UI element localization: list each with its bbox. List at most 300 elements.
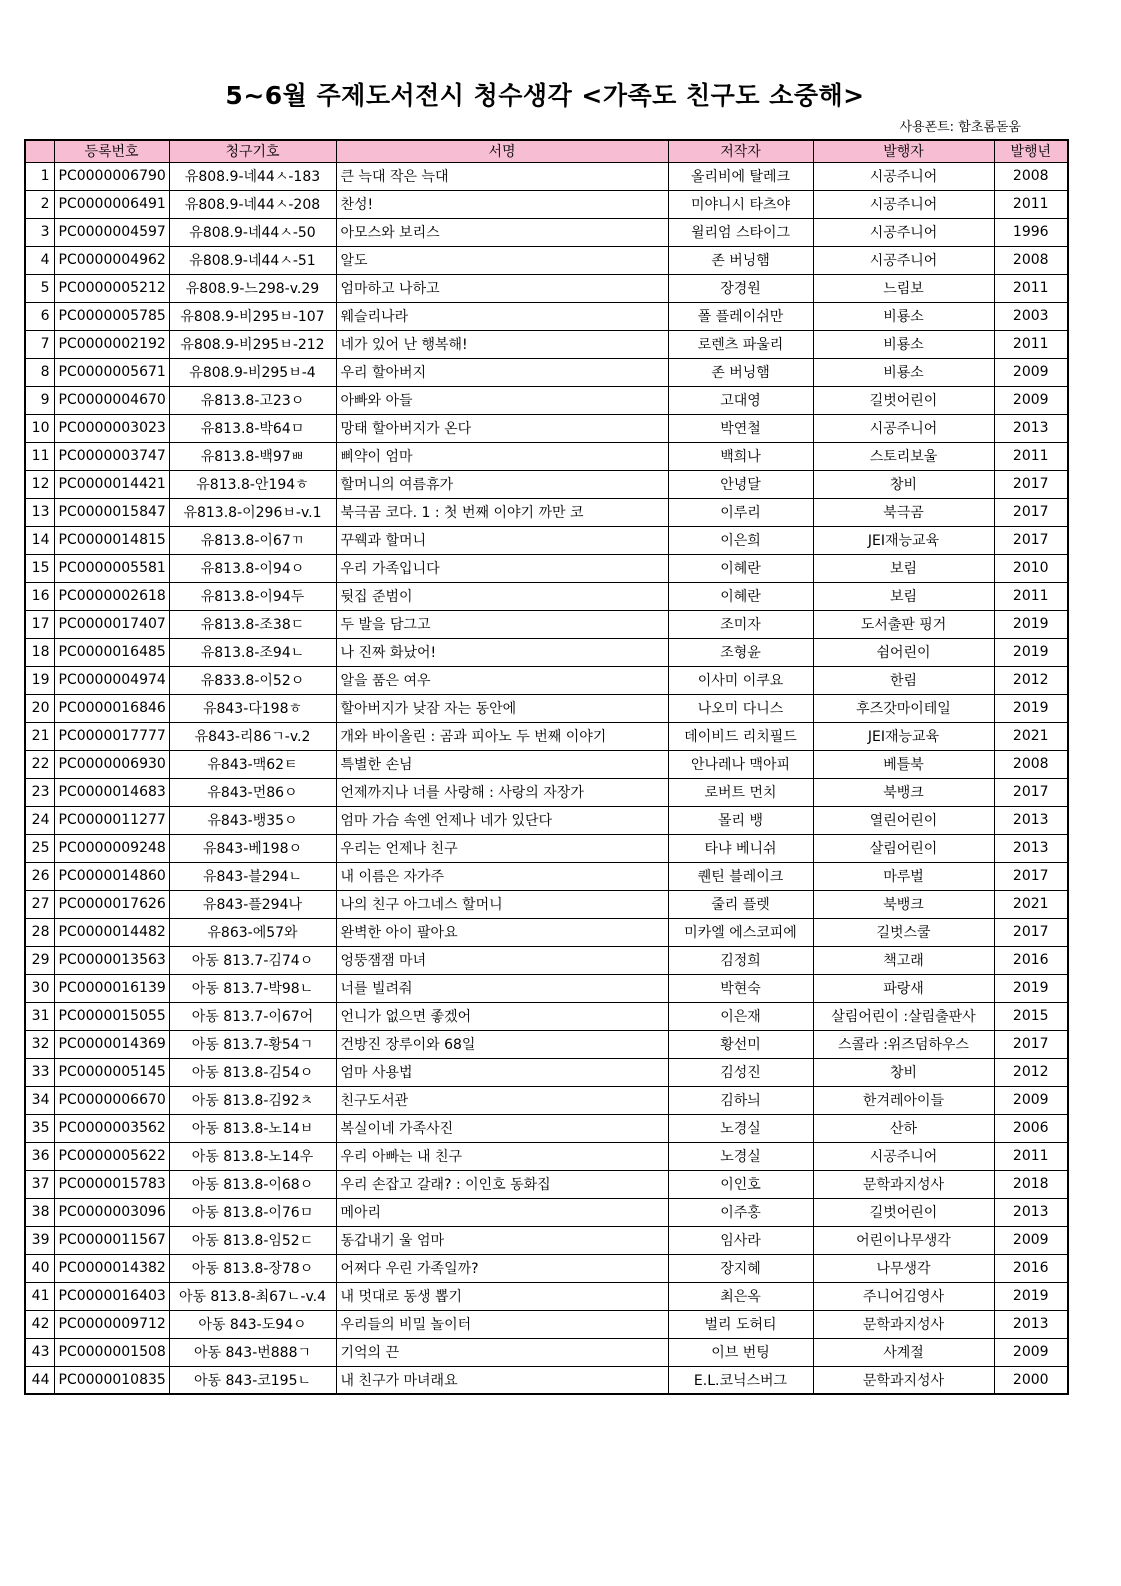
cell-year: 2011 bbox=[994, 442, 1068, 470]
cell-year: 2019 bbox=[994, 638, 1068, 666]
table-row bbox=[25, 1282, 1068, 1310]
cell-publisher: 시공주니어 bbox=[813, 162, 994, 190]
cell-author: 김정희 bbox=[668, 946, 813, 974]
cell-year: 2013 bbox=[994, 806, 1068, 834]
cell-call-number: 유843-플294나 bbox=[169, 890, 336, 918]
cell-registration-number: PC0000016485 bbox=[54, 638, 169, 666]
cell-title: 엄마 사용법 bbox=[336, 1058, 668, 1086]
cell-index: 13 bbox=[25, 498, 54, 526]
cell-index: 8 bbox=[25, 358, 54, 386]
cell-author: 이인호 bbox=[668, 1170, 813, 1198]
cell-call-number: 아동 813.8-장78ㅇ bbox=[169, 1254, 336, 1282]
cell-call-number: 아동 843-도94ㅇ bbox=[169, 1310, 336, 1338]
cell-year: 2011 bbox=[994, 1142, 1068, 1170]
cell-author: 이루리 bbox=[668, 498, 813, 526]
table-row bbox=[25, 442, 1068, 470]
cell-call-number: 아동 843-코195ㄴ bbox=[169, 1366, 336, 1394]
table-row bbox=[25, 246, 1068, 274]
cell-index: 42 bbox=[25, 1310, 54, 1338]
cell-index: 39 bbox=[25, 1226, 54, 1254]
cell-title: 찬성! bbox=[336, 190, 668, 218]
cell-publisher: 책고래 bbox=[813, 946, 994, 974]
cell-registration-number: PC0000002618 bbox=[54, 582, 169, 610]
cell-registration-number: PC0000014421 bbox=[54, 470, 169, 498]
cell-publisher: 후즈갓마이테일 bbox=[813, 694, 994, 722]
cell-registration-number: PC0000003023 bbox=[54, 414, 169, 442]
table-row bbox=[25, 918, 1068, 946]
cell-title: 엄마하고 나하고 bbox=[336, 274, 668, 302]
cell-publisher: 나무생각 bbox=[813, 1254, 994, 1282]
header-index bbox=[25, 140, 54, 162]
cell-registration-number: PC0000014815 bbox=[54, 526, 169, 554]
cell-index: 41 bbox=[25, 1282, 54, 1310]
cell-year: 2017 bbox=[994, 862, 1068, 890]
cell-publisher: 북극곰 bbox=[813, 498, 994, 526]
cell-publisher: 문학과지성사 bbox=[813, 1310, 994, 1338]
cell-index: 43 bbox=[25, 1338, 54, 1366]
cell-year: 2009 bbox=[994, 358, 1068, 386]
cell-title: 나의 친구 아그네스 할머니 bbox=[336, 890, 668, 918]
table-header-row bbox=[25, 140, 1068, 162]
cell-registration-number: PC0000014482 bbox=[54, 918, 169, 946]
cell-registration-number: PC0000016403 bbox=[54, 1282, 169, 1310]
cell-title: 웨슬리나라 bbox=[336, 302, 668, 330]
cell-author: 이주홍 bbox=[668, 1198, 813, 1226]
table-row bbox=[25, 974, 1068, 1002]
cell-year: 2017 bbox=[994, 1030, 1068, 1058]
cell-call-number: 아동 813.7-황54ㄱ bbox=[169, 1030, 336, 1058]
cell-call-number: 유808.9-느298-v.29 bbox=[169, 274, 336, 302]
cell-call-number: 유808.9-네44ㅅ-183 bbox=[169, 162, 336, 190]
cell-year: 2011 bbox=[994, 274, 1068, 302]
cell-index: 12 bbox=[25, 470, 54, 498]
cell-title: 엉뚱잼잼 마녀 bbox=[336, 946, 668, 974]
cell-author: 김하늬 bbox=[668, 1086, 813, 1114]
cell-registration-number: PC0000015055 bbox=[54, 1002, 169, 1030]
cell-publisher: 비룡소 bbox=[813, 358, 994, 386]
cell-registration-number: PC0000017626 bbox=[54, 890, 169, 918]
cell-registration-number: PC0000006491 bbox=[54, 190, 169, 218]
cell-call-number: 유843-맥62ㅌ bbox=[169, 750, 336, 778]
cell-year: 2015 bbox=[994, 1002, 1068, 1030]
cell-publisher: 시공주니어 bbox=[813, 246, 994, 274]
cell-year: 2016 bbox=[994, 946, 1068, 974]
cell-title: 뒷집 준범이 bbox=[336, 582, 668, 610]
cell-title: 아빠와 아들 bbox=[336, 386, 668, 414]
cell-year: 2011 bbox=[994, 330, 1068, 358]
cell-title: 두 발을 담그고 bbox=[336, 610, 668, 638]
cell-registration-number: PC0000017777 bbox=[54, 722, 169, 750]
cell-author: 조미자 bbox=[668, 610, 813, 638]
cell-call-number: 유813.8-이94ㅇ bbox=[169, 554, 336, 582]
cell-year: 2019 bbox=[994, 974, 1068, 1002]
cell-index: 5 bbox=[25, 274, 54, 302]
cell-author: 김성진 bbox=[668, 1058, 813, 1086]
cell-call-number: 아동 813.8-임52ㄷ bbox=[169, 1226, 336, 1254]
cell-call-number: 아동 813.8-최67ㄴ-v.4 bbox=[169, 1282, 336, 1310]
cell-year: 2011 bbox=[994, 582, 1068, 610]
cell-call-number: 유813.8-이94두 bbox=[169, 582, 336, 610]
cell-author: 데이비드 리치필드 bbox=[668, 722, 813, 750]
cell-index: 28 bbox=[25, 918, 54, 946]
cell-index: 34 bbox=[25, 1086, 54, 1114]
table-row bbox=[25, 806, 1068, 834]
cell-registration-number: PC0000009712 bbox=[54, 1310, 169, 1338]
cell-registration-number: PC0000005145 bbox=[54, 1058, 169, 1086]
cell-index: 36 bbox=[25, 1142, 54, 1170]
cell-author: 미카엘 에스코피에 bbox=[668, 918, 813, 946]
cell-publisher: 열린어린이 bbox=[813, 806, 994, 834]
cell-index: 15 bbox=[25, 554, 54, 582]
cell-registration-number: PC0000013563 bbox=[54, 946, 169, 974]
cell-title: 꾸웩과 할머니 bbox=[336, 526, 668, 554]
cell-index: 21 bbox=[25, 722, 54, 750]
cell-author: 윌리엄 스타이그 bbox=[668, 218, 813, 246]
cell-call-number: 유813.8-백97ㅃ bbox=[169, 442, 336, 470]
cell-registration-number: PC0000004962 bbox=[54, 246, 169, 274]
cell-title: 복실이네 가족사진 bbox=[336, 1114, 668, 1142]
cell-publisher: 주니어김영사 bbox=[813, 1282, 994, 1310]
cell-author: 최은옥 bbox=[668, 1282, 813, 1310]
cell-index: 18 bbox=[25, 638, 54, 666]
cell-call-number: 유808.9-비295ㅂ-4 bbox=[169, 358, 336, 386]
cell-publisher: 도서출판 핑거 bbox=[813, 610, 994, 638]
cell-index: 30 bbox=[25, 974, 54, 1002]
cell-call-number: 유808.9-네44ㅅ-50 bbox=[169, 218, 336, 246]
cell-registration-number: PC0000002192 bbox=[54, 330, 169, 358]
font-note: 사용폰트: 함초롬돋움 bbox=[899, 120, 1021, 135]
cell-call-number: 유808.9-네44ㅅ-51 bbox=[169, 246, 336, 274]
cell-author: 임사라 bbox=[668, 1226, 813, 1254]
table-row bbox=[25, 386, 1068, 414]
cell-publisher: 쉼어린이 bbox=[813, 638, 994, 666]
cell-registration-number: PC0000004974 bbox=[54, 666, 169, 694]
cell-registration-number: PC0000015847 bbox=[54, 498, 169, 526]
table-row bbox=[25, 1254, 1068, 1282]
table-row bbox=[25, 302, 1068, 330]
cell-publisher: 길벗스쿨 bbox=[813, 918, 994, 946]
cell-index: 9 bbox=[25, 386, 54, 414]
cell-call-number: 유843-리86ㄱ-v.2 bbox=[169, 722, 336, 750]
cell-publisher: 스콜라 :위즈덤하우스 bbox=[813, 1030, 994, 1058]
cell-publisher: 창비 bbox=[813, 1058, 994, 1086]
cell-title: 우리 가족입니다 bbox=[336, 554, 668, 582]
table-row bbox=[25, 834, 1068, 862]
cell-publisher: 살림어린이 :살림출판사 bbox=[813, 1002, 994, 1030]
cell-registration-number: PC0000003562 bbox=[54, 1114, 169, 1142]
cell-index: 7 bbox=[25, 330, 54, 358]
cell-registration-number: PC0000010835 bbox=[54, 1366, 169, 1394]
cell-year: 2017 bbox=[994, 470, 1068, 498]
table-row bbox=[25, 190, 1068, 218]
cell-author: 존 버닝햄 bbox=[668, 246, 813, 274]
cell-registration-number: PC0000001508 bbox=[54, 1338, 169, 1366]
cell-call-number: 유813.8-고23ㅇ bbox=[169, 386, 336, 414]
cell-author: 이혜란 bbox=[668, 554, 813, 582]
cell-call-number: 아동 813.8-김54ㅇ bbox=[169, 1058, 336, 1086]
cell-year: 2018 bbox=[994, 1170, 1068, 1198]
cell-author: 이사미 이쿠요 bbox=[668, 666, 813, 694]
table-row bbox=[25, 274, 1068, 302]
cell-title: 우리 아빠는 내 친구 bbox=[336, 1142, 668, 1170]
book-list-table bbox=[24, 139, 1069, 1395]
cell-publisher: 보림 bbox=[813, 554, 994, 582]
cell-title: 기억의 끈 bbox=[336, 1338, 668, 1366]
cell-author: 줄리 플렛 bbox=[668, 890, 813, 918]
cell-publisher: 살림어린이 bbox=[813, 834, 994, 862]
table-row bbox=[25, 1002, 1068, 1030]
cell-year: 2011 bbox=[994, 190, 1068, 218]
cell-index: 23 bbox=[25, 778, 54, 806]
cell-title: 메아리 bbox=[336, 1198, 668, 1226]
cell-year: 2019 bbox=[994, 610, 1068, 638]
cell-author: 장경원 bbox=[668, 274, 813, 302]
cell-publisher: 비룡소 bbox=[813, 330, 994, 358]
table-row bbox=[25, 470, 1068, 498]
cell-publisher: JEI재능교육 bbox=[813, 526, 994, 554]
cell-index: 25 bbox=[25, 834, 54, 862]
cell-index: 22 bbox=[25, 750, 54, 778]
cell-author: 이은희 bbox=[668, 526, 813, 554]
cell-author: 올리비에 탈레크 bbox=[668, 162, 813, 190]
cell-registration-number: PC0000011567 bbox=[54, 1226, 169, 1254]
cell-title: 너를 빌려줘 bbox=[336, 974, 668, 1002]
cell-title: 우리 할아버지 bbox=[336, 358, 668, 386]
table-row bbox=[25, 162, 1068, 190]
table-row bbox=[25, 694, 1068, 722]
cell-call-number: 아동 813.7-박98ㄴ bbox=[169, 974, 336, 1002]
cell-registration-number: PC0000004670 bbox=[54, 386, 169, 414]
cell-author: 박현숙 bbox=[668, 974, 813, 1002]
cell-call-number: 유863-에57와 bbox=[169, 918, 336, 946]
cell-title: 삐약이 엄마 bbox=[336, 442, 668, 470]
cell-title: 우리는 언제나 친구 bbox=[336, 834, 668, 862]
cell-registration-number: PC0000009248 bbox=[54, 834, 169, 862]
cell-call-number: 유843-블294ㄴ bbox=[169, 862, 336, 890]
cell-registration-number: PC0000015783 bbox=[54, 1170, 169, 1198]
cell-author: 장지혜 bbox=[668, 1254, 813, 1282]
cell-year: 2021 bbox=[994, 722, 1068, 750]
cell-publisher: 파랑새 bbox=[813, 974, 994, 1002]
cell-author: 로버트 먼치 bbox=[668, 778, 813, 806]
cell-publisher: 산하 bbox=[813, 1114, 994, 1142]
cell-year: 2016 bbox=[994, 1254, 1068, 1282]
cell-index: 1 bbox=[25, 162, 54, 190]
cell-index: 10 bbox=[25, 414, 54, 442]
cell-index: 24 bbox=[25, 806, 54, 834]
cell-author: 이혜란 bbox=[668, 582, 813, 610]
table-row bbox=[25, 582, 1068, 610]
cell-publisher: 시공주니어 bbox=[813, 190, 994, 218]
header-publisher: 발행자 bbox=[813, 140, 994, 162]
cell-author: 백희나 bbox=[668, 442, 813, 470]
cell-year: 2013 bbox=[994, 834, 1068, 862]
table-row bbox=[25, 526, 1068, 554]
header-call-number: 청구기호 bbox=[169, 140, 336, 162]
cell-publisher: 어린이나무생각 bbox=[813, 1226, 994, 1254]
cell-title: 알도 bbox=[336, 246, 668, 274]
table-row bbox=[25, 1170, 1068, 1198]
table-row bbox=[25, 218, 1068, 246]
table-row bbox=[25, 946, 1068, 974]
cell-publisher: 창비 bbox=[813, 470, 994, 498]
cell-year: 2013 bbox=[994, 1198, 1068, 1226]
cell-publisher: 한겨레아이들 bbox=[813, 1086, 994, 1114]
cell-index: 19 bbox=[25, 666, 54, 694]
cell-title: 언제까지나 너를 사랑해 : 사랑의 자장가 bbox=[336, 778, 668, 806]
cell-year: 2003 bbox=[994, 302, 1068, 330]
table-row bbox=[25, 638, 1068, 666]
cell-call-number: 유843-먼86ㅇ bbox=[169, 778, 336, 806]
cell-year: 2013 bbox=[994, 414, 1068, 442]
table-row bbox=[25, 750, 1068, 778]
cell-publisher: 비룡소 bbox=[813, 302, 994, 330]
cell-publisher: 스토리보울 bbox=[813, 442, 994, 470]
cell-publisher: 문학과지성사 bbox=[813, 1366, 994, 1394]
cell-publisher: 북뱅크 bbox=[813, 778, 994, 806]
cell-title: 우리들의 비밀 놀이터 bbox=[336, 1310, 668, 1338]
cell-index: 11 bbox=[25, 442, 54, 470]
cell-year: 2019 bbox=[994, 1282, 1068, 1310]
cell-title: 친구도서관 bbox=[336, 1086, 668, 1114]
cell-call-number: 아동 813.7-김74ㅇ bbox=[169, 946, 336, 974]
cell-author: 노경실 bbox=[668, 1114, 813, 1142]
cell-index: 6 bbox=[25, 302, 54, 330]
cell-index: 14 bbox=[25, 526, 54, 554]
cell-registration-number: PC0000006790 bbox=[54, 162, 169, 190]
cell-title: 완벽한 아이 팔아요 bbox=[336, 918, 668, 946]
page-title: 5~6월 주제도서전시 청수생각 <가족도 친구도 소중해> bbox=[225, 81, 865, 110]
cell-year: 2009 bbox=[994, 1226, 1068, 1254]
cell-registration-number: PC0000014860 bbox=[54, 862, 169, 890]
cell-title: 어쩌다 우린 가족일까? bbox=[336, 1254, 668, 1282]
table-row bbox=[25, 1030, 1068, 1058]
cell-publisher: 마루벌 bbox=[813, 862, 994, 890]
table-row bbox=[25, 1086, 1068, 1114]
cell-registration-number: PC0000004597 bbox=[54, 218, 169, 246]
cell-publisher: 북뱅크 bbox=[813, 890, 994, 918]
table-row bbox=[25, 1142, 1068, 1170]
cell-registration-number: PC0000006670 bbox=[54, 1086, 169, 1114]
cell-publisher: 한림 bbox=[813, 666, 994, 694]
cell-registration-number: PC0000016846 bbox=[54, 694, 169, 722]
cell-call-number: 유813.8-조94ㄴ bbox=[169, 638, 336, 666]
cell-registration-number: PC0000005581 bbox=[54, 554, 169, 582]
cell-title: 우리 손잡고 갈래? : 이인호 동화집 bbox=[336, 1170, 668, 1198]
cell-author: 안나레나 맥아피 bbox=[668, 750, 813, 778]
table-row bbox=[25, 330, 1068, 358]
cell-index: 17 bbox=[25, 610, 54, 638]
cell-publisher: 시공주니어 bbox=[813, 1142, 994, 1170]
table-row bbox=[25, 414, 1068, 442]
cell-index: 4 bbox=[25, 246, 54, 274]
cell-title: 개와 바이올린 : 곰과 피아노 두 번째 이야기 bbox=[336, 722, 668, 750]
cell-registration-number: PC0000003096 bbox=[54, 1198, 169, 1226]
cell-index: 26 bbox=[25, 862, 54, 890]
cell-publisher: 사계절 bbox=[813, 1338, 994, 1366]
cell-title: 네가 있어 난 행복해! bbox=[336, 330, 668, 358]
cell-year: 2009 bbox=[994, 1338, 1068, 1366]
cell-call-number: 유808.9-네44ㅅ-208 bbox=[169, 190, 336, 218]
table-row bbox=[25, 610, 1068, 638]
cell-index: 2 bbox=[25, 190, 54, 218]
cell-registration-number: PC0000014683 bbox=[54, 778, 169, 806]
cell-publisher: 길벗어린이 bbox=[813, 1198, 994, 1226]
cell-publisher: JEI재능교육 bbox=[813, 722, 994, 750]
cell-index: 20 bbox=[25, 694, 54, 722]
cell-year: 2021 bbox=[994, 890, 1068, 918]
cell-publisher: 시공주니어 bbox=[813, 414, 994, 442]
cell-registration-number: PC0000014369 bbox=[54, 1030, 169, 1058]
cell-title: 북극곰 코다. 1 : 첫 번째 이야기 까만 코 bbox=[336, 498, 668, 526]
cell-title: 알을 품은 여우 bbox=[336, 666, 668, 694]
cell-index: 38 bbox=[25, 1198, 54, 1226]
cell-call-number: 유808.9-비295ㅂ-107 bbox=[169, 302, 336, 330]
cell-call-number: 아동 813.8-김92ㅊ bbox=[169, 1086, 336, 1114]
cell-registration-number: PC0000017407 bbox=[54, 610, 169, 638]
cell-registration-number: PC0000016139 bbox=[54, 974, 169, 1002]
cell-call-number: 유808.9-비295ㅂ-212 bbox=[169, 330, 336, 358]
cell-author: 벌리 도허티 bbox=[668, 1310, 813, 1338]
cell-author: 고대영 bbox=[668, 386, 813, 414]
cell-author: 조형윤 bbox=[668, 638, 813, 666]
table-row bbox=[25, 778, 1068, 806]
cell-author: 몰리 뱅 bbox=[668, 806, 813, 834]
cell-author: 이브 번팅 bbox=[668, 1338, 813, 1366]
cell-call-number: 아동 843-번888ㄱ bbox=[169, 1338, 336, 1366]
table-row bbox=[25, 1310, 1068, 1338]
table-row bbox=[25, 666, 1068, 694]
cell-index: 29 bbox=[25, 946, 54, 974]
cell-year: 2008 bbox=[994, 162, 1068, 190]
cell-registration-number: PC0000005212 bbox=[54, 274, 169, 302]
cell-call-number: 아동 813.8-이68ㅇ bbox=[169, 1170, 336, 1198]
cell-author: 황선미 bbox=[668, 1030, 813, 1058]
cell-title: 언니가 없으면 좋겠어 bbox=[336, 1002, 668, 1030]
table-row bbox=[25, 554, 1068, 582]
cell-call-number: 유833.8-이52ㅇ bbox=[169, 666, 336, 694]
table-row bbox=[25, 722, 1068, 750]
cell-publisher: 느림보 bbox=[813, 274, 994, 302]
cell-year: 2009 bbox=[994, 386, 1068, 414]
cell-call-number: 유813.8-이296ㅂ-v.1 bbox=[169, 498, 336, 526]
cell-registration-number: PC0000005785 bbox=[54, 302, 169, 330]
table-row bbox=[25, 1198, 1068, 1226]
cell-year: 2006 bbox=[994, 1114, 1068, 1142]
header-year: 발행년 bbox=[994, 140, 1068, 162]
cell-title: 엄마 가슴 속엔 언제나 네가 있단다 bbox=[336, 806, 668, 834]
cell-author: 타냐 베니쉬 bbox=[668, 834, 813, 862]
cell-year: 2008 bbox=[994, 246, 1068, 274]
cell-author: 퀜틴 블레이크 bbox=[668, 862, 813, 890]
cell-title: 아모스와 보리스 bbox=[336, 218, 668, 246]
cell-index: 32 bbox=[25, 1030, 54, 1058]
cell-call-number: 유843-베198ㅇ bbox=[169, 834, 336, 862]
cell-index: 35 bbox=[25, 1114, 54, 1142]
cell-title: 특별한 손님 bbox=[336, 750, 668, 778]
cell-registration-number: PC0000011277 bbox=[54, 806, 169, 834]
cell-index: 16 bbox=[25, 582, 54, 610]
table-row bbox=[25, 1226, 1068, 1254]
cell-call-number: 아동 813.8-이76ㅁ bbox=[169, 1198, 336, 1226]
header-title: 서명 bbox=[336, 140, 668, 162]
cell-year: 2000 bbox=[994, 1366, 1068, 1394]
cell-author: 존 버닝햄 bbox=[668, 358, 813, 386]
cell-call-number: 유843-뱅35ㅇ bbox=[169, 806, 336, 834]
cell-registration-number: PC0000003747 bbox=[54, 442, 169, 470]
cell-author: 폴 플레이쉬만 bbox=[668, 302, 813, 330]
cell-publisher: 길벗어린이 bbox=[813, 386, 994, 414]
